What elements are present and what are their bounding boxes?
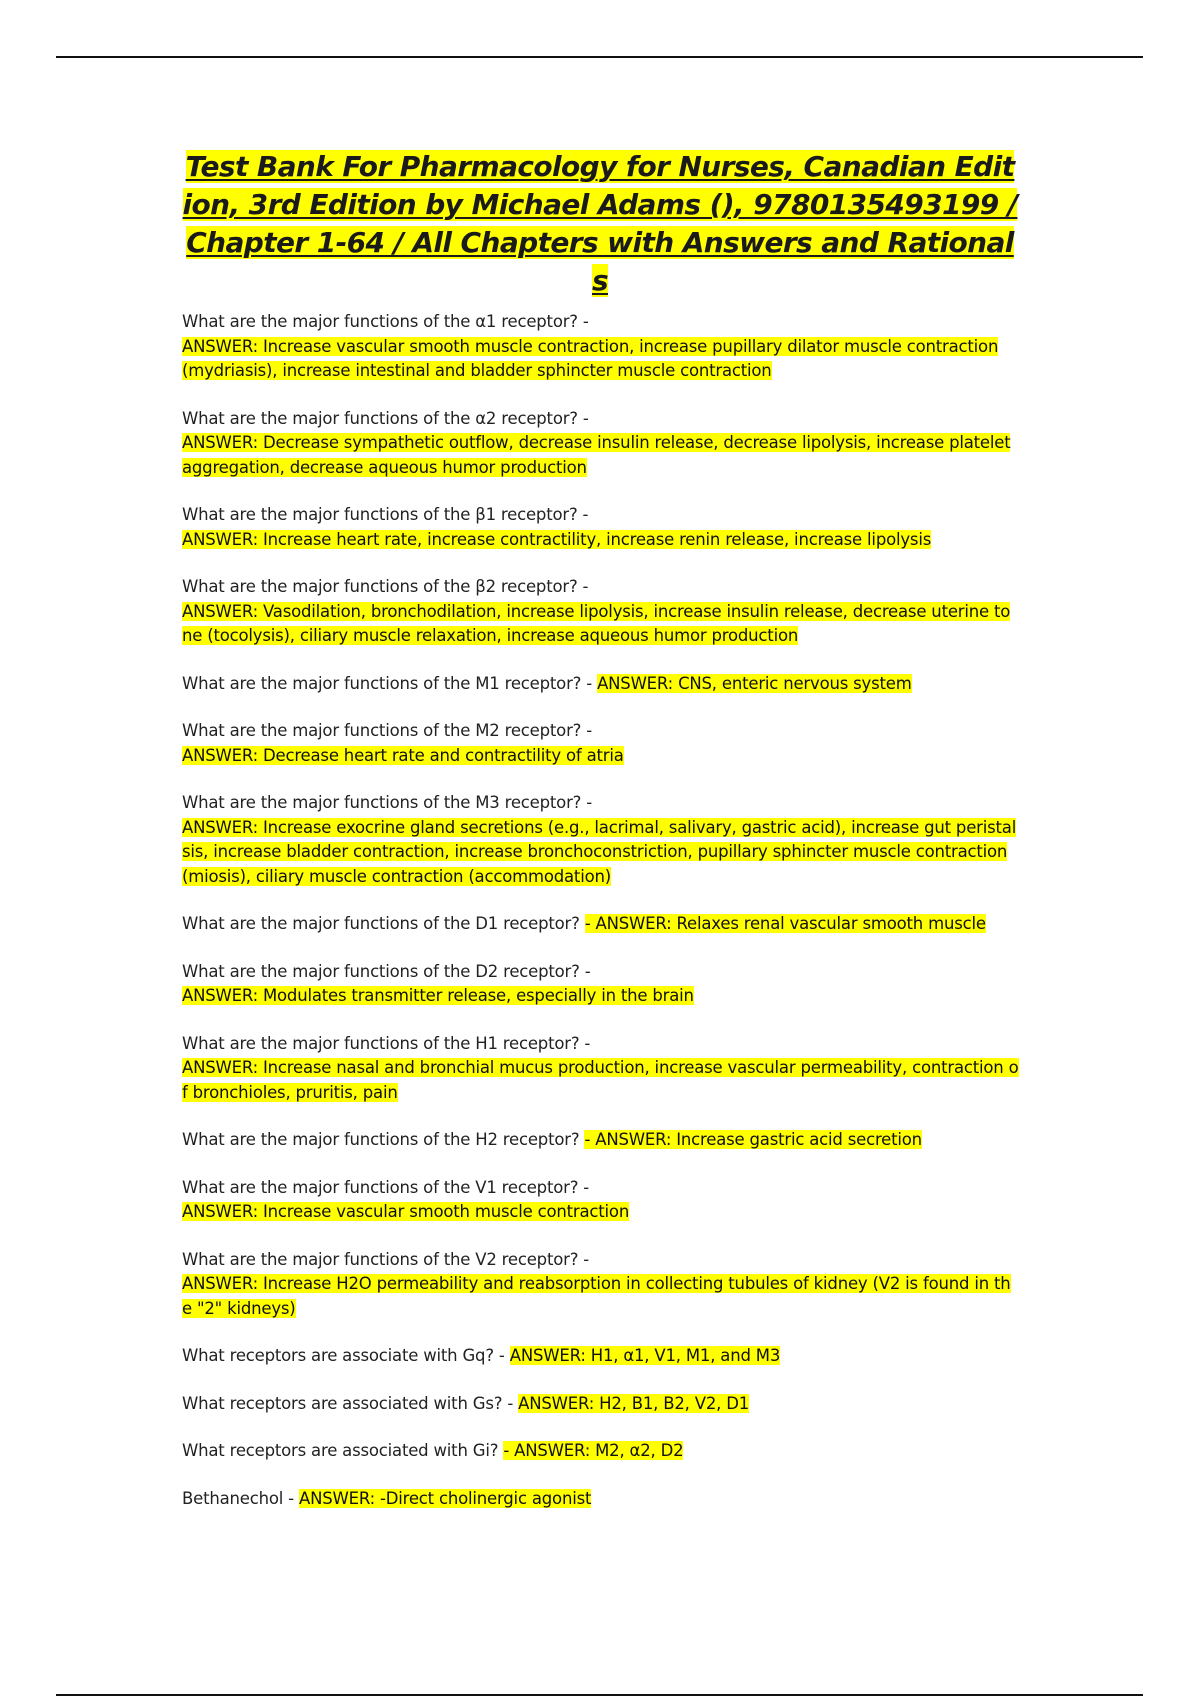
qa-item [182, 1392, 1020, 1417]
answer: ANSWER: Increase H2O permeability and reabsorption in collecting tubules of kidney (V2 is found in the "2" kidneys) [182, 1274, 1011, 1318]
answer: ANSWER: H2, B1, B2, V2, D1 [518, 1393, 750, 1413]
top-rule [56, 56, 1143, 58]
answer: ANSWER: CNS, enteric nervous system [597, 673, 912, 693]
question: What are the major functions of the β1 receptor? - [182, 505, 589, 524]
qa-item [182, 912, 1020, 937]
question: What are the major functions of the H1 receptor? - [182, 1033, 591, 1053]
question: What are the major functions of the H2 receptor? [182, 1130, 585, 1149]
question: What are the major functions of the M2 receptor? - [182, 721, 593, 740]
answer: ANSWER: Increase vascular smooth muscle contraction, increase pupillary dilator muscle contraction (mydriasis), increase intestinal and bladder sphincter muscle contraction [182, 336, 999, 380]
question: What are the major functions of the V1 receptor? - [182, 1177, 590, 1197]
question: What are the major functions of the β2 receptor? - [182, 577, 589, 596]
question: What are the major functions of the D1 receptor? [182, 914, 585, 933]
bottom-rule [56, 1694, 1143, 1696]
answer: ANSWER: Increase exocrine gland secretions (e.g., lacrimal, salivary, gastric acid), increase gut peristalsis, increase bladder contraction, increase bronchoconstriction, pupillary sphincter muscle contraction (miosis), ciliary muscle contraction (accommodation) [182, 817, 1017, 886]
qa-item [182, 1439, 1020, 1464]
question: Bethanechol - [182, 1488, 299, 1508]
qa-item [182, 1248, 1020, 1322]
qa-item [182, 503, 1020, 552]
question: What are the major functions of the M1 receptor? - [182, 673, 598, 693]
answer: - ANSWER: M2, α2, D2 [503, 1441, 684, 1460]
qa-item [182, 672, 1020, 697]
answer: ANSWER: Vasodilation, bronchodilation, increase lipolysis, increase insulin release, decrease uterine tone (tocolysis), ciliary muscle relaxation, increase aqueous humor production [182, 601, 1011, 645]
question: What are the major functions of the α1 receptor? - [182, 312, 589, 331]
answer: - ANSWER: Increase gastric acid secretion [584, 1130, 922, 1149]
question: What receptors are associated with Gi? [182, 1441, 504, 1460]
qa-item [182, 575, 1020, 649]
qa-item [182, 407, 1020, 481]
qa-item [182, 1344, 1020, 1369]
qa-item [182, 960, 1020, 1009]
question: What are the major functions of the α2 receptor? - [182, 408, 589, 428]
question: What receptors are associate with Gq? - [182, 1346, 510, 1365]
question: What are the major functions of the V2 receptor? - [182, 1249, 590, 1269]
answer: - ANSWER: Relaxes renal vascular smooth muscle [584, 914, 986, 933]
qa-item [182, 719, 1020, 768]
question: What are the major functions of the D2 receptor? - [182, 961, 591, 981]
answer: ANSWER: Decrease sympathetic outflow, decrease insulin release, decrease lipolysis, increase platelet aggregation, decrease aqueous humor production [182, 433, 1011, 477]
document-title [182, 148, 1018, 300]
document-title-text: Test Bank For Pharmacology for Nurses, Canadian Edition, 3rd Edition by Michael Adams (), 9780135493199 / Chapter 1-64 / All Chapters with Answers and Rationals [182, 150, 1018, 297]
answer: ANSWER: Increase nasal and bronchial mucus production, increase vascular permeability, contraction of bronchioles, pruritis, pain [182, 1058, 1019, 1102]
answer: ANSWER: Decrease heart rate and contractility of atria [182, 745, 624, 765]
answer: ANSWER: -Direct cholinergic agonist [298, 1488, 592, 1508]
answer: ANSWER: Modulates transmitter release, especially in the brain [182, 986, 694, 1005]
answer: ANSWER: Increase heart rate, increase contractility, increase renin release, increase lipolysis [182, 529, 932, 549]
qa-item [182, 1176, 1020, 1225]
qa-item [182, 1032, 1020, 1106]
qa-item [182, 1128, 1020, 1153]
qa-item [182, 1487, 1020, 1512]
qa-item [182, 791, 1020, 889]
answer: ANSWER: Increase vascular smooth muscle contraction [182, 1202, 630, 1221]
question: What are the major functions of the M3 receptor? - [182, 793, 593, 812]
qa-item [182, 310, 1020, 384]
answer: ANSWER: H1, α1, V1, M1, and M3 [509, 1346, 781, 1365]
question: What receptors are associated with Gs? - [182, 1393, 519, 1413]
qa-list [182, 310, 1020, 1511]
